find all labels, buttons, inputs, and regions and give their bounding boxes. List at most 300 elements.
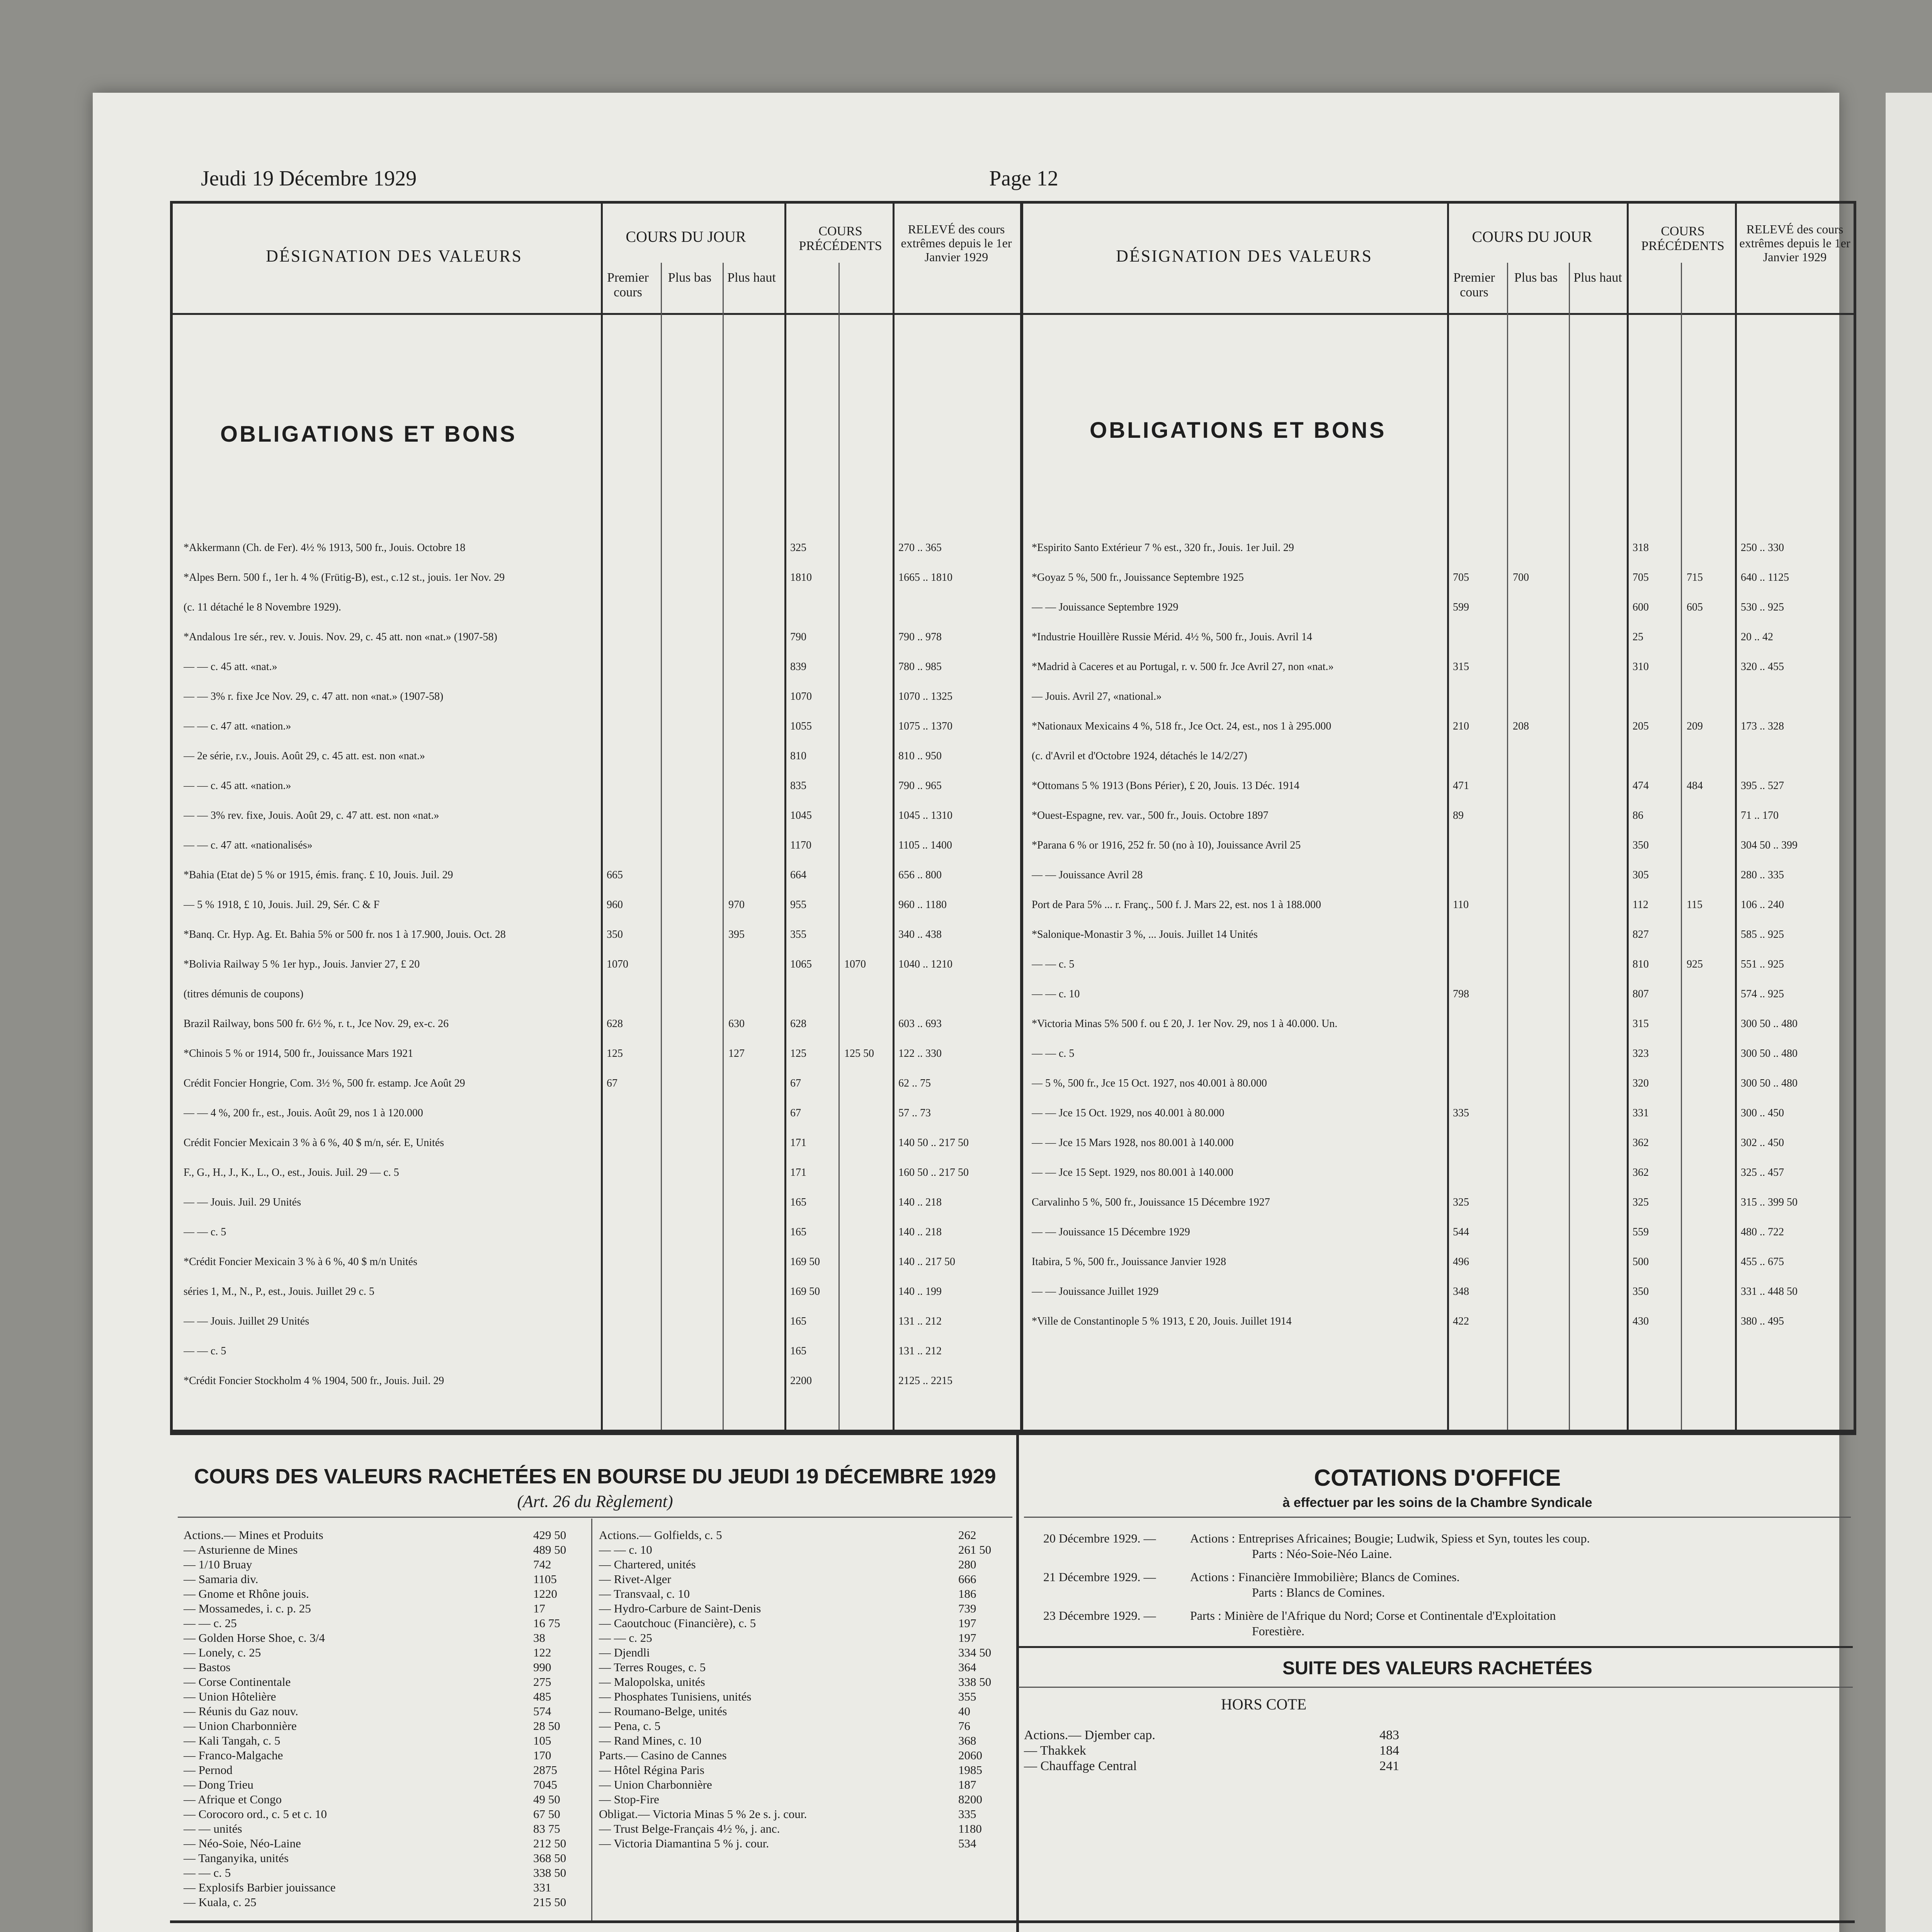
rachetees-value: 1985 bbox=[958, 1763, 982, 1777]
obligation-value: 67 bbox=[790, 1107, 801, 1119]
obligation-value: 585 .. 925 bbox=[1741, 929, 1784, 940]
rachetees-value: 16 75 bbox=[533, 1616, 560, 1630]
obligation-value: 160 50 .. 217 50 bbox=[898, 1167, 969, 1179]
obligation-value: 605 bbox=[1687, 601, 1703, 613]
obligation-value: 300 50 .. 480 bbox=[1741, 1077, 1798, 1089]
rachetees-value: 485 bbox=[533, 1690, 551, 1703]
col-premier-right: Premier cours bbox=[1453, 270, 1495, 299]
col-premier: Premier cours bbox=[607, 270, 649, 299]
obligation-value: 210 bbox=[1453, 720, 1469, 732]
obligation-value: 140 .. 199 bbox=[898, 1286, 942, 1298]
rachetees-name: — Samaria div. bbox=[184, 1572, 259, 1586]
obligation-value: 474 bbox=[1633, 780, 1649, 792]
obligation-name: — — Jouissance Juillet 1929 bbox=[1032, 1286, 1159, 1298]
rule bbox=[838, 263, 840, 1430]
obligation-value: 325 bbox=[1453, 1196, 1469, 1208]
rachetees-value: 7045 bbox=[533, 1778, 557, 1791]
rachetees-name: — Golden Horse Shoe, c. 3/4 bbox=[184, 1631, 325, 1645]
header-rule bbox=[170, 313, 1855, 315]
obligation-name: *Akkermann (Ch. de Fer). 4½ % 1913, 500 fr., Jouis. Octobre 18 bbox=[184, 542, 466, 554]
rachetees-name: — Dong Trieu bbox=[184, 1778, 253, 1791]
page-number: Page 12 bbox=[989, 167, 1058, 190]
obligation-value: 250 .. 330 bbox=[1741, 542, 1784, 554]
obligation-value: 315 bbox=[1453, 661, 1469, 673]
obligation-value: 1105 .. 1400 bbox=[898, 839, 952, 851]
obligation-value: 325 bbox=[790, 542, 806, 554]
cotation-detail: Parts : Minière de l'Afrique du Nord; Corse et Continentale d'Exploitation bbox=[1190, 1609, 1556, 1622]
obligation-value: 362 bbox=[1633, 1167, 1649, 1179]
obligation-name: — 5 %, 500 fr., Jce 15 Oct. 1927, nos 40.001 à 80.000 bbox=[1032, 1077, 1267, 1089]
obligation-value: 62 .. 75 bbox=[898, 1077, 931, 1089]
rachetees-name: — Réunis du Gaz nouv. bbox=[184, 1704, 298, 1718]
section-title-right: OBLIGATIONS ET BONS bbox=[1090, 418, 1386, 443]
obligation-name: — — Jouissance Septembre 1929 bbox=[1032, 601, 1179, 613]
rule bbox=[1569, 263, 1570, 1430]
obligation-value: 125 bbox=[607, 1048, 623, 1060]
rachetees-name: — Franco-Malgache bbox=[184, 1748, 283, 1762]
obligation-name: (c. 11 détaché le 8 Novembre 1929). bbox=[184, 601, 341, 613]
rachetees-value: 1220 bbox=[533, 1587, 557, 1600]
obligation-value: 122 .. 330 bbox=[898, 1048, 942, 1060]
obligation-value: 305 bbox=[1633, 869, 1649, 881]
col-precedents-right: COURS PRÉCÉDENTS bbox=[1641, 224, 1725, 253]
rachetees-value: 40 bbox=[958, 1704, 970, 1718]
obligation-value: 205 bbox=[1633, 720, 1649, 732]
rachetees-value: 368 bbox=[958, 1734, 976, 1747]
rachetees-value: 2875 bbox=[533, 1763, 557, 1777]
rachetees-name: — Lonely, c. 25 bbox=[184, 1646, 261, 1659]
obligation-value: 810 bbox=[1633, 958, 1649, 970]
rachetees-name: — Hydro-Carbure de Saint-Denis bbox=[599, 1602, 761, 1615]
page-date: Jeudi 19 Décembre 1929 bbox=[201, 167, 417, 190]
obligation-name: *Crédit Foncier Stockholm 4 % 1904, 500 fr., Jouis. Juil. 29 bbox=[184, 1375, 444, 1387]
cotations-subtitle: à effectuer par les soins de la Chambre Syndicale bbox=[1282, 1495, 1592, 1510]
obligation-value: 790 .. 978 bbox=[898, 631, 942, 643]
obligation-value: 380 .. 495 bbox=[1741, 1315, 1784, 1327]
obligation-value: 140 .. 217 50 bbox=[898, 1256, 955, 1268]
obligation-value: 115 bbox=[1687, 899, 1702, 911]
obligation-name: — — 3% r. fixe Jce Nov. 29, c. 47 att. non «nat.» (1907-58) bbox=[184, 690, 444, 702]
obligation-value: 335 bbox=[1453, 1107, 1469, 1119]
rachetees-value: 331 bbox=[533, 1881, 551, 1894]
obligation-value: 700 bbox=[1513, 571, 1529, 583]
obligation-value: 925 bbox=[1687, 958, 1703, 970]
obligation-value: 827 bbox=[1633, 929, 1649, 940]
obligation-name: *Bolivia Railway 5 % 1er hyp., Jouis. Janvier 27, £ 20 bbox=[184, 958, 420, 970]
rachetees-value: 105 bbox=[533, 1734, 551, 1747]
obligation-value: 86 bbox=[1633, 810, 1643, 821]
rachetees-value: 187 bbox=[958, 1778, 976, 1791]
cotation-detail: Actions : Entreprises Africaines; Bougie; Ludwik, Spiess et Syn, toutes les coup. bbox=[1190, 1531, 1590, 1545]
obligation-value: 310 bbox=[1633, 661, 1649, 673]
obligation-value: 628 bbox=[607, 1018, 623, 1030]
rachetees-name: — Kuala, c. 25 bbox=[184, 1895, 257, 1909]
rachetees-name: — Néo-Soie, Néo-Laine bbox=[184, 1837, 301, 1850]
rule bbox=[1024, 1517, 1851, 1518]
rachetees-name: — Transvaal, c. 10 bbox=[599, 1587, 690, 1600]
rachetees-name: — Trust Belge-Français 4½ %, j. anc. bbox=[599, 1822, 780, 1835]
obligation-value: 209 bbox=[1687, 720, 1703, 732]
rachetees-value: 76 bbox=[958, 1719, 970, 1733]
rule bbox=[178, 1517, 1012, 1518]
rachetees-name: — Caoutchouc (Financière), c. 5 bbox=[599, 1616, 756, 1630]
obligation-name: — — Jce 15 Sept. 1929, nos 80.001 à 140.000 bbox=[1032, 1167, 1233, 1179]
rule bbox=[1627, 201, 1629, 1430]
obligation-name: *Ouest-Espagne, rev. var., 500 fr., Jouis. Octobre 1897 bbox=[1032, 810, 1269, 821]
obligation-value: 395 bbox=[728, 929, 745, 940]
section-title-left: OBLIGATIONS ET BONS bbox=[220, 422, 517, 447]
rule bbox=[1447, 201, 1449, 1430]
rachetees-name: Parts.— Casino de Cannes bbox=[599, 1748, 727, 1762]
rachetees-value: 1105 bbox=[533, 1572, 557, 1586]
rachetees-value: 739 bbox=[958, 1602, 976, 1615]
obligation-value: 960 .. 1180 bbox=[898, 899, 947, 911]
rachetees-subtitle: (Art. 26 du Règlement) bbox=[517, 1492, 673, 1511]
adjacent-page-edge bbox=[1886, 93, 1932, 1932]
obligation-value: 165 bbox=[790, 1196, 806, 1208]
obligation-value: 630 bbox=[728, 1018, 745, 1030]
obligation-value: 395 .. 527 bbox=[1741, 780, 1784, 792]
obligation-value: 280 .. 335 bbox=[1741, 869, 1784, 881]
rachetees-value: 355 bbox=[958, 1690, 976, 1703]
obligation-name: *Ville de Constantinople 5 % 1913, £ 20, Jouis. Juillet 1914 bbox=[1032, 1315, 1292, 1327]
rachetees-name: — Chartered, unités bbox=[599, 1558, 696, 1571]
obligation-value: 640 .. 1125 bbox=[1741, 571, 1789, 583]
obligation-value: 270 .. 365 bbox=[898, 542, 942, 554]
obligation-value: 25 bbox=[1633, 631, 1643, 643]
rachetees-value: 28 50 bbox=[533, 1719, 560, 1733]
obligation-value: 67 bbox=[790, 1077, 801, 1089]
rachetees-name: — Gnome et Rhône jouis. bbox=[184, 1587, 309, 1600]
rule bbox=[1735, 201, 1737, 1430]
suite-value: 184 bbox=[1379, 1743, 1399, 1758]
obligation-value: 455 .. 675 bbox=[1741, 1256, 1784, 1268]
obligation-name: — — Jouissance Avril 28 bbox=[1032, 869, 1143, 881]
cotation-detail: Parts : Néo-Soie-Néo Laine. bbox=[1252, 1547, 1392, 1561]
suite-title: SUITE DES VALEURS RACHETÉES bbox=[1282, 1658, 1592, 1679]
obligation-value: 839 bbox=[790, 661, 806, 673]
rule bbox=[723, 263, 724, 1430]
obligation-value: 790 bbox=[790, 631, 806, 643]
rachetees-name: — Stop-Fire bbox=[599, 1793, 659, 1806]
obligation-name: F., G., H., J., K., L., O., est., Jouis. Juil. 29 — c. 5 bbox=[184, 1167, 399, 1179]
obligation-value: 331 bbox=[1633, 1107, 1649, 1119]
band-divider bbox=[1016, 1920, 1019, 1932]
obligation-value: 664 bbox=[790, 869, 806, 881]
rachetees-value: 334 50 bbox=[958, 1646, 992, 1659]
rachetees-name: — Rand Mines, c. 10 bbox=[599, 1734, 702, 1747]
obligation-value: 960 bbox=[607, 899, 623, 911]
obligation-name: *Salonique-Monastir 3 %, ... Jouis. Juillet 14 Unités bbox=[1032, 929, 1258, 940]
obligation-value: 300 .. 450 bbox=[1741, 1107, 1784, 1119]
obligation-name: *Andalous 1re sér., rev. v. Jouis. Nov. 29, c. 45 att. non «nat.» (1907-58) bbox=[184, 631, 497, 643]
obligation-value: 798 bbox=[1453, 988, 1469, 1000]
obligation-value: 165 bbox=[790, 1315, 806, 1327]
rule bbox=[591, 1519, 592, 1920]
obligation-value: 315 bbox=[1633, 1018, 1649, 1030]
obligation-value: 484 bbox=[1687, 780, 1703, 792]
rachetees-name: — Corocoro ord., c. 5 et c. 10 bbox=[184, 1807, 327, 1821]
col-cours-jour-right: COURS DU JOUR bbox=[1472, 228, 1592, 245]
rachetees-name: — Djendli bbox=[599, 1646, 650, 1659]
rachetees-value: 49 50 bbox=[533, 1793, 560, 1806]
cotations-title: COTATIONS D'OFFICE bbox=[1314, 1465, 1561, 1491]
rachetees-value: 275 bbox=[533, 1675, 551, 1689]
obligation-name: — — c. 45 att. «nat.» bbox=[184, 661, 277, 673]
rachetees-value: 122 bbox=[533, 1646, 551, 1659]
obligation-value: 480 .. 722 bbox=[1741, 1226, 1784, 1238]
rachetees-value: 212 50 bbox=[533, 1837, 566, 1850]
obligation-name: *Banq. Cr. Hyp. Ag. Et. Bahia 5% or 500 fr. nos 1 à 17.900, Jouis. Oct. 28 bbox=[184, 929, 506, 940]
obligation-name: — — Jouis. Juil. 29 Unités bbox=[184, 1196, 301, 1208]
rule bbox=[784, 201, 786, 1430]
rachetees-name: Actions.— Mines et Produits bbox=[184, 1528, 323, 1542]
rachetees-name: — Mossamedes, i. c. p. 25 bbox=[184, 1602, 311, 1615]
obligation-name: *Madrid à Caceres et au Portugal, r. v. 500 fr. Jce Avril 27, non «nat.» bbox=[1032, 661, 1334, 673]
obligation-value: 1170 bbox=[790, 839, 811, 851]
obligation-value: 173 .. 328 bbox=[1741, 720, 1784, 732]
rachetees-value: 338 50 bbox=[533, 1866, 566, 1879]
rachetees-value: 261 50 bbox=[958, 1543, 992, 1556]
obligation-value: 165 bbox=[790, 1226, 806, 1238]
obligation-name: (titres démunis de coupons) bbox=[184, 988, 304, 1000]
suite-name: Actions.— Djember cap. bbox=[1024, 1728, 1155, 1742]
obligation-value: 810 bbox=[790, 750, 806, 762]
cotation-detail: Forestière. bbox=[1252, 1624, 1304, 1638]
rachetees-name: — Union Charbonnière bbox=[599, 1778, 712, 1791]
obligation-value: 530 .. 925 bbox=[1741, 601, 1784, 613]
obligation-value: 1065 bbox=[790, 958, 812, 970]
rachetees-name: — — c. 25 bbox=[599, 1631, 652, 1645]
rachetees-value: 83 75 bbox=[533, 1822, 560, 1835]
obligation-name: Brazil Railway, bons 500 fr. 6½ %, r. t., Jce Nov. 29, ex-c. 26 bbox=[184, 1018, 449, 1030]
obligation-value: 89 bbox=[1453, 810, 1464, 821]
rachetees-name: — Union Charbonnière bbox=[184, 1719, 297, 1733]
rachetees-value: 489 50 bbox=[533, 1543, 566, 1556]
obligation-name: — — 4 %, 200 fr., est., Jouis. Août 29, nos 1 à 120.000 bbox=[184, 1107, 423, 1119]
col-plus-haut: Plus haut bbox=[727, 270, 776, 285]
obligation-value: 331 .. 448 50 bbox=[1741, 1286, 1798, 1298]
rachetees-name: — — c. 25 bbox=[184, 1616, 237, 1630]
rachetees-value: 197 bbox=[958, 1631, 976, 1645]
obligation-name: — — Jouissance 15 Décembre 1929 bbox=[1032, 1226, 1190, 1238]
rachetees-value: 666 bbox=[958, 1572, 976, 1586]
rachetees-value: 215 50 bbox=[533, 1895, 566, 1909]
obligation-value: 350 bbox=[607, 929, 623, 940]
obligation-value: 715 bbox=[1687, 571, 1703, 583]
col-designation-right: DÉSIGNATION DES VALEURS bbox=[1116, 247, 1372, 265]
cotation-detail: Actions : Financière Immobilière; Blancs de Comines. bbox=[1190, 1570, 1460, 1584]
obligation-name: — — Jce 15 Oct. 1929, nos 40.001 à 80.000 bbox=[1032, 1107, 1225, 1119]
obligation-value: 810 .. 950 bbox=[898, 750, 942, 762]
cotation-date: 21 Décembre 1929. — bbox=[1043, 1570, 1156, 1584]
rule bbox=[1507, 263, 1508, 1430]
obligation-name: Itabira, 5 %, 500 fr., Jouissance Janvier 1928 bbox=[1032, 1256, 1226, 1268]
obligation-value: 171 bbox=[790, 1167, 806, 1179]
obligation-name: *Nationaux Mexicains 4 %, 518 fr., Jce Oct. 24, est., nos 1 à 295.000 bbox=[1032, 720, 1332, 732]
obligation-value: 125 bbox=[790, 1048, 806, 1060]
rachetees-name: — Terres Rouges, c. 5 bbox=[599, 1660, 706, 1674]
col-plus-bas: Plus bas bbox=[668, 270, 712, 285]
rachetees-name: — — c. 5 bbox=[184, 1866, 231, 1879]
col-plus-bas-right: Plus bas bbox=[1514, 270, 1558, 285]
obligation-value: 300 50 .. 480 bbox=[1741, 1018, 1798, 1030]
obligation-name: — — c. 5 bbox=[184, 1226, 226, 1238]
obligation-value: 790 .. 965 bbox=[898, 780, 942, 792]
obligation-name: séries 1, M., N., P., est., Jouis. Juillet 29 c. 5 bbox=[184, 1286, 374, 1298]
cotation-date: 23 Décembre 1929. — bbox=[1043, 1609, 1156, 1622]
obligation-name: — — c. 5 bbox=[1032, 958, 1075, 970]
rachetees-title: COURS DES VALEURS RACHETÉES EN BOURSE DU JEUDI 19 DÉCEMBRE 1929 bbox=[194, 1465, 996, 1488]
obligation-value: 171 bbox=[790, 1137, 806, 1149]
rule bbox=[1681, 263, 1682, 1430]
obligation-value: 350 bbox=[1633, 1286, 1649, 1298]
obligation-value: 1075 .. 1370 bbox=[898, 720, 952, 732]
obligation-value: 110 bbox=[1453, 899, 1469, 911]
obligation-value: 1810 bbox=[790, 571, 812, 583]
rachetees-value: 742 bbox=[533, 1558, 551, 1571]
obligation-value: 131 .. 212 bbox=[898, 1315, 942, 1327]
obligation-value: 112 bbox=[1633, 899, 1648, 911]
obligation-value: 1070 bbox=[607, 958, 628, 970]
rachetees-name: — Victoria Diamantina 5 % j. cour. bbox=[599, 1837, 769, 1850]
obligation-value: 1070 bbox=[844, 958, 866, 970]
obligation-value: 325 .. 457 bbox=[1741, 1167, 1784, 1179]
obligation-value: 140 .. 218 bbox=[898, 1196, 942, 1208]
obligation-value: 955 bbox=[790, 899, 806, 911]
cotation-date: 20 Décembre 1929. — bbox=[1043, 1531, 1156, 1545]
obligation-value: 1045 .. 1310 bbox=[898, 810, 952, 821]
obligation-value: 1055 bbox=[790, 720, 812, 732]
rachetees-name: Obligat.— Victoria Minas 5 % 2e s. j. cour. bbox=[599, 1807, 807, 1821]
obligation-name: *Parana 6 % or 1916, 252 fr. 50 (no à 10), Jouissance Avril 25 bbox=[1032, 839, 1301, 851]
obligation-value: 315 .. 399 50 bbox=[1741, 1196, 1798, 1208]
obligation-name: *Alpes Bern. 500 f., 1er h. 4 % (Frütig-B), est., c.12 st., jouis. 1er Nov. 29 bbox=[184, 571, 505, 583]
obligation-value: 348 bbox=[1453, 1286, 1469, 1298]
obligation-value: 628 bbox=[790, 1018, 806, 1030]
obligation-name: *Victoria Minas 5% 500 f. ou £ 20, J. 1er Nov. 29, nos 1 à 40.000. Un. bbox=[1032, 1018, 1338, 1030]
obligation-value: 106 .. 240 bbox=[1741, 899, 1784, 911]
obligation-value: 350 bbox=[1633, 839, 1649, 851]
rachetees-value: 67 50 bbox=[533, 1807, 560, 1821]
rachetees-value: 8200 bbox=[958, 1793, 982, 1806]
obligation-name: — — c. 5 bbox=[184, 1345, 226, 1357]
rachetees-value: 574 bbox=[533, 1704, 551, 1718]
obligation-value: 807 bbox=[1633, 988, 1649, 1000]
obligation-value: 665 bbox=[607, 869, 623, 881]
band-rule bbox=[170, 1430, 1855, 1432]
col-designation: DÉSIGNATION DES VALEURS bbox=[266, 247, 522, 265]
obligation-value: 208 bbox=[1513, 720, 1529, 732]
rachetees-name: — Afrique et Congo bbox=[184, 1793, 282, 1806]
obligation-name: — Jouis. Avril 27, «national.» bbox=[1032, 690, 1162, 702]
rachetees-value: 990 bbox=[533, 1660, 551, 1674]
rachetees-value: 186 bbox=[958, 1587, 976, 1600]
obligation-name: — — Jouis. Juillet 29 Unités bbox=[184, 1315, 310, 1327]
obligation-value: 169 50 bbox=[790, 1286, 820, 1298]
obligation-name: — — c. 10 bbox=[1032, 988, 1080, 1000]
rachetees-value: 429 50 bbox=[533, 1528, 566, 1542]
obligation-name: *Chinois 5 % or 1914, 500 fr., Jouissance Mars 1921 bbox=[184, 1048, 413, 1060]
obligation-value: 574 .. 925 bbox=[1741, 988, 1784, 1000]
rachetees-value: 364 bbox=[958, 1660, 976, 1674]
rachetees-name: — Roumano-Belge, unités bbox=[599, 1704, 727, 1718]
obligation-value: 165 bbox=[790, 1345, 806, 1357]
obligation-value: 600 bbox=[1633, 601, 1649, 613]
obligation-value: 599 bbox=[1453, 601, 1469, 613]
suite-name: — Thakkek bbox=[1024, 1743, 1086, 1758]
obligation-name: Carvalinho 5 %, 500 fr., Jouissance 15 Décembre 1927 bbox=[1032, 1196, 1270, 1208]
obligation-name: — — Jce 15 Mars 1928, nos 80.001 à 140.000 bbox=[1032, 1137, 1234, 1149]
obligation-name: *Crédit Foncier Mexicain 3 % à 6 %, 40 $ m/n Unités bbox=[184, 1256, 417, 1268]
obligation-value: 656 .. 800 bbox=[898, 869, 942, 881]
obligation-value: 67 bbox=[607, 1077, 617, 1089]
rachetees-name: — Rivet-Alger bbox=[599, 1572, 671, 1586]
obligation-value: 1070 .. 1325 bbox=[898, 690, 952, 702]
obligation-name: *Bahia (Etat de) 5 % or 1915, émis. franç. £ 10, Jouis. Juil. 29 bbox=[184, 869, 453, 881]
suite-value: 483 bbox=[1379, 1728, 1399, 1742]
rachetees-value: 338 50 bbox=[958, 1675, 992, 1689]
col-releve: RELEVÉ des cours extrêmes depuis le 1er Janvier 1929 bbox=[901, 222, 1012, 264]
obligation-name: — — 3% rev. fixe, Jouis. Août 29, c. 47 att. est. non «nat.» bbox=[184, 810, 439, 821]
obligation-name: — — c. 5 bbox=[1032, 1048, 1075, 1060]
rule bbox=[1018, 1687, 1853, 1688]
obligation-value: 970 bbox=[728, 899, 745, 911]
obligation-name: — — c. 45 att. «nation.» bbox=[184, 780, 291, 792]
obligation-name: Crédit Foncier Mexicain 3 % à 6 %, 40 $ m/n, sér. E, Unités bbox=[184, 1137, 444, 1149]
obligation-value: 300 50 .. 480 bbox=[1741, 1048, 1798, 1060]
obligation-name: *Espirito Santo Extérieur 7 % est., 320 fr., Jouis. 1er Juil. 29 bbox=[1032, 542, 1294, 554]
obligation-name: — — c. 47 att. «nation.» bbox=[184, 720, 291, 732]
col-precedents: COURS PRÉCÉDENTS bbox=[799, 224, 882, 253]
rachetees-value: 170 bbox=[533, 1748, 551, 1762]
band-divider bbox=[1016, 1430, 1019, 1920]
obligation-value: 1040 .. 1210 bbox=[898, 958, 952, 970]
obligation-value: 422 bbox=[1453, 1315, 1469, 1327]
obligation-value: 318 bbox=[1633, 542, 1649, 554]
rachetees-value: 17 bbox=[533, 1602, 545, 1615]
rachetees-value: 534 bbox=[958, 1837, 976, 1850]
rachetees-value: 280 bbox=[958, 1558, 976, 1571]
rachetees-value: 197 bbox=[958, 1616, 976, 1630]
obligation-value: 325 bbox=[1633, 1196, 1649, 1208]
col-plus-haut-right: Plus haut bbox=[1573, 270, 1622, 285]
obligation-value: 340 .. 438 bbox=[898, 929, 942, 940]
obligation-value: 169 50 bbox=[790, 1256, 820, 1268]
rachetees-name: — Pena, c. 5 bbox=[599, 1719, 661, 1733]
obligation-name: *Goyaz 5 %, 500 fr., Jouissance Septembre 1925 bbox=[1032, 571, 1244, 583]
obligation-name: — 5 % 1918, £ 10, Jouis. Juil. 29, Sér. C & F bbox=[184, 899, 380, 911]
rachetees-name: — Explosifs Barbier jouissance bbox=[184, 1881, 336, 1894]
obligation-value: 125 50 bbox=[844, 1048, 874, 1060]
obligation-value: 835 bbox=[790, 780, 806, 792]
suite-name: — Chauffage Central bbox=[1024, 1759, 1137, 1773]
rachetees-name: — Malopolska, unités bbox=[599, 1675, 705, 1689]
rachetees-value: 335 bbox=[958, 1807, 976, 1821]
rachetees-name: — Phosphates Tunisiens, unités bbox=[599, 1690, 752, 1703]
obligation-value: 57 .. 73 bbox=[898, 1107, 931, 1119]
obligation-value: 496 bbox=[1453, 1256, 1469, 1268]
obligation-value: 430 bbox=[1633, 1315, 1649, 1327]
rachetees-value: 368 50 bbox=[533, 1851, 566, 1865]
obligation-value: 780 .. 985 bbox=[898, 661, 942, 673]
rachetees-name: — Union Hôtelière bbox=[184, 1690, 276, 1703]
obligation-value: 705 bbox=[1633, 571, 1649, 583]
obligation-value: 131 .. 212 bbox=[898, 1345, 942, 1357]
rachetees-value: 262 bbox=[958, 1528, 976, 1542]
obligation-value: 127 bbox=[728, 1048, 745, 1060]
rachetees-name: — Asturienne de Mines bbox=[184, 1543, 298, 1556]
